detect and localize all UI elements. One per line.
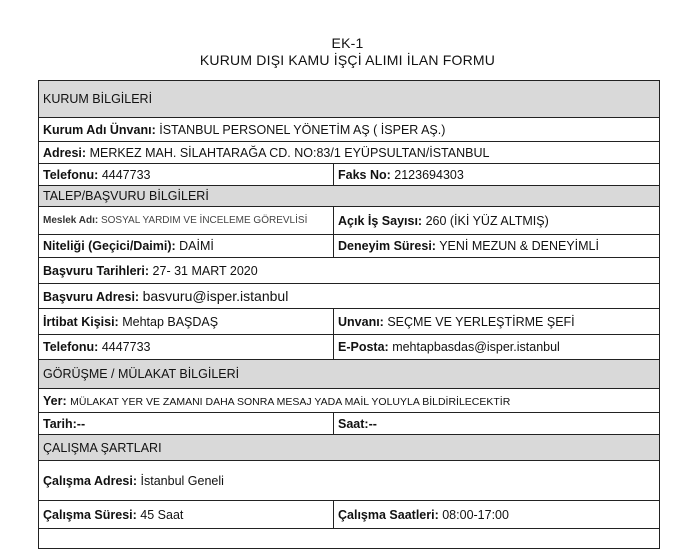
row-kurum-adres bbox=[39, 142, 660, 164]
deneyim-value: YENİ MEZUN & DENEYİMLİ bbox=[439, 239, 599, 253]
nitelik-value: DAİMİ bbox=[179, 239, 214, 253]
cell-basvuru-tarih bbox=[39, 258, 660, 284]
kurum-telefon-value: 4447733 bbox=[101, 167, 151, 182]
irtibat-value: Mehtap BAŞDAŞ bbox=[122, 314, 219, 329]
kurum-faks-value: 2123694303 bbox=[394, 167, 464, 182]
tarih-value: -- bbox=[76, 416, 86, 431]
section-gorusme-title: GÖRÜŞME / MÜLAKAT BİLGİLERİ bbox=[39, 360, 660, 389]
acik-is-label: Açık İş Sayısı: bbox=[338, 213, 423, 228]
basvuru-adres-label: Başvuru Adresi: bbox=[43, 290, 140, 304]
deneyim-label: Deneyim Süresi: bbox=[338, 239, 436, 253]
basvuru-adres-link[interactable]: basvuru@isper.istanbul bbox=[142, 288, 289, 304]
calisma-saatleri-label: Çalışma Saatleri: bbox=[338, 507, 439, 522]
row-tarih-saat bbox=[39, 413, 660, 435]
nitelik-label: Niteliği (Geçici/Daimi): bbox=[43, 239, 176, 253]
kurum-telefon-label: Telefonu: bbox=[43, 167, 99, 182]
calisma-saatleri-value: 08:00-17:00 bbox=[442, 507, 509, 522]
cell-acik-is bbox=[334, 207, 660, 235]
eposta-link[interactable]: mehtapbasdas@isper.istanbul bbox=[392, 340, 560, 354]
cell-meslek bbox=[39, 207, 334, 235]
row-kurum-iletisim bbox=[39, 164, 660, 186]
basvuru-tarih-label: Başvuru Tarihleri: bbox=[43, 263, 150, 278]
cell-kurum-telefon bbox=[39, 164, 334, 186]
section-talep-title: TALEP/BAŞVURU BİLGİLERİ bbox=[39, 186, 660, 207]
tarih-label: Tarih: bbox=[43, 416, 77, 431]
cell-basvuru-adres bbox=[39, 284, 660, 309]
irtibat-label: İrtibat Kişisi: bbox=[43, 314, 119, 329]
cell-unvan bbox=[334, 309, 660, 335]
row-basvuru-tarih bbox=[39, 258, 660, 284]
row-next-cut bbox=[39, 529, 660, 549]
cell-yer bbox=[39, 389, 660, 413]
unvan-label: Unvanı: bbox=[338, 314, 384, 329]
calisma-adres-value: İstanbul Geneli bbox=[140, 473, 224, 488]
meslek-value: SOSYAL YARDIM VE İNCELEME GÖREVLİSİ bbox=[100, 214, 308, 226]
cell-calisma-sure bbox=[39, 501, 334, 529]
cell-tarih bbox=[39, 413, 334, 435]
talep-telefon-label: Telefonu: bbox=[43, 340, 99, 354]
calisma-sure-label: Çalışma Süresi: bbox=[43, 507, 137, 522]
acik-is-value: 260 (İKİ YÜZ ALTMIŞ) bbox=[425, 213, 549, 228]
section-row-gorusme bbox=[39, 360, 660, 389]
row-meslek bbox=[39, 207, 660, 235]
cell-kurum-adi bbox=[39, 118, 660, 142]
section-row-talep bbox=[39, 186, 660, 207]
basvuru-tarih-value: 27- 31 MART 2020 bbox=[152, 263, 258, 278]
row-basvuru-adres bbox=[39, 284, 660, 309]
unvan-value: SEÇME VE YERLEŞTİRME ŞEFİ bbox=[387, 314, 575, 329]
cell-irtibat bbox=[39, 309, 334, 335]
meslek-label: Meslek Adı: bbox=[43, 214, 99, 226]
calisma-adres-label: Çalışma Adresi: bbox=[43, 473, 138, 488]
job-posting-form bbox=[38, 80, 660, 549]
cell-calisma-adres bbox=[39, 461, 660, 501]
row-nitelik bbox=[39, 235, 660, 258]
kurum-faks-label: Faks No: bbox=[338, 167, 391, 182]
cell-talep-telefon bbox=[39, 335, 334, 360]
cell-nitelik bbox=[39, 235, 334, 258]
cell-saat bbox=[334, 413, 660, 435]
row-irtibat bbox=[39, 309, 660, 335]
cell-kurum-faks bbox=[334, 164, 660, 186]
kurum-adres-value: MERKEZ MAH. SİLAHTARAĞA CD. NO:83/1 EYÜPSULTAN/İSTANBUL bbox=[89, 145, 490, 160]
kurum-adres-label: Adresi: bbox=[43, 145, 87, 160]
form-code: EK-1 bbox=[331, 35, 364, 51]
row-talep-iletisim bbox=[39, 335, 660, 360]
cell-kurum-adres bbox=[39, 142, 660, 164]
cell-next-cut bbox=[39, 529, 660, 549]
form-title: KURUM DIŞI KAMU İŞÇİ ALIMI İLAN FORMU bbox=[199, 52, 496, 68]
row-yer bbox=[39, 389, 660, 413]
cell-calisma-saatleri bbox=[334, 501, 660, 529]
section-calisma-title: ÇALIŞMA ŞARTLARI bbox=[39, 435, 660, 461]
kurum-adi-label: Kurum Adı Ünvanı: bbox=[43, 122, 156, 137]
yer-value: MÜLAKAT YER VE ZAMANI DAHA SONRA MESAJ YADA MAİL YOLUYLA BİLDİRİLECEKTİR bbox=[70, 395, 511, 408]
saat-label: Saat: bbox=[338, 416, 369, 431]
row-calisma-adres bbox=[39, 461, 660, 501]
calisma-sure-value: 45 Saat bbox=[140, 507, 184, 522]
cell-eposta bbox=[334, 335, 660, 360]
section-row-calisma bbox=[39, 435, 660, 461]
saat-value: -- bbox=[368, 416, 377, 431]
cell-deneyim bbox=[334, 235, 660, 258]
section-kurum-title: KURUM BİLGİLERİ bbox=[39, 81, 660, 118]
section-row-kurum bbox=[39, 81, 660, 118]
eposta-label: E-Posta: bbox=[338, 340, 389, 354]
row-calisma-sure bbox=[39, 501, 660, 529]
row-kurum-adi bbox=[39, 118, 660, 142]
yer-label: Yer: bbox=[43, 393, 67, 408]
kurum-adi-value: İSTANBUL PERSONEL YÖNETİM AŞ ( İSPER AŞ.) bbox=[159, 122, 446, 137]
talep-telefon-value: 4447733 bbox=[101, 340, 151, 354]
